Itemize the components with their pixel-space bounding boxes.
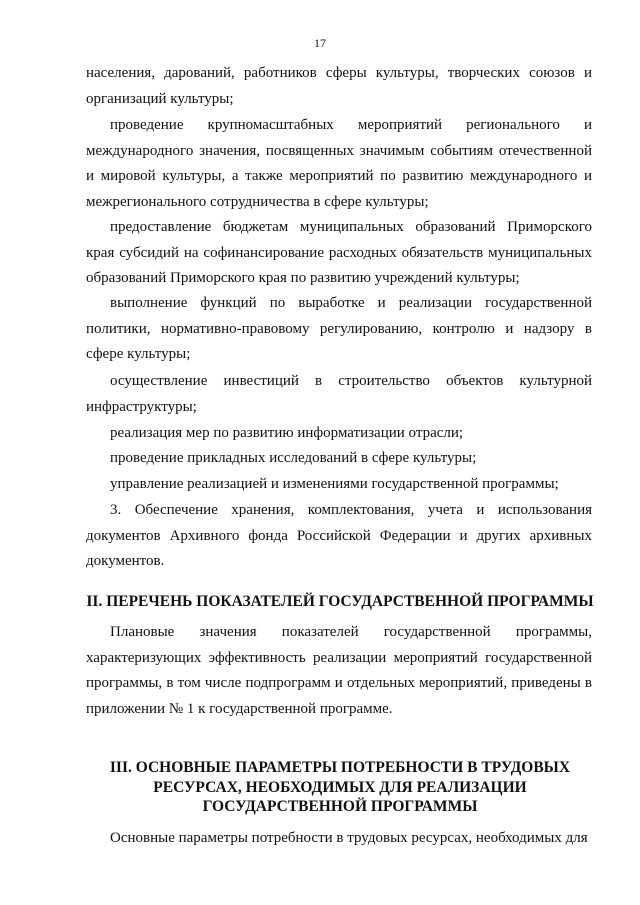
paragraph-informatization: реализация мер по развитию информатизации отрасли;: [110, 425, 464, 441]
section-2-heading: II. ПЕРЕЧЕНЬ ПОКАЗАТЕЛЕЙ ГОСУДАРСТВЕННОЙ ПРОГРАММЫ: [86, 593, 594, 610]
paragraph-applied-research: проведение прикладных исследований в сфере культуры;: [110, 450, 477, 466]
section-3-heading-line-1: III. ОСНОВНЫЕ ПАРАМЕТРЫ ПОТРЕБНОСТИ В ТРУДОВЫХ: [109, 759, 571, 776]
paragraph-state-policy: выполнение функций по выработке и реализации государственной политики, нормативно-правовому регулированию, контролю и надзору в сфере культуры;: [86, 295, 592, 362]
section-3-text: Основные параметры потребности в трудовых ресурсах, необходимых для: [110, 830, 588, 846]
paragraph-investments: осуществление инвестиций в строительство объектов культурной инфраструктуры;: [86, 373, 592, 415]
paragraph-large-scale-events: проведение крупномасштабных мероприятий регионального и международного значения, посвященных значимым событиям отечественной и мировой культуры, а также мероприятий по развитию международного и межрегионального сотрудничества в сфере культуры;: [86, 117, 592, 210]
section-3-heading: [70, 758, 610, 817]
paragraph-program-management: управление реализацией и изменениями государственной программы;: [110, 476, 559, 492]
section-3-heading-line-2: РЕСУРСАХ, НЕОБХОДИМЫХ ДЛЯ РЕАЛИЗАЦИИ: [153, 778, 527, 796]
paragraph-subsidies: предоставление бюджетам муниципальных образований Приморского края субсидий на софинансирование расходных обязательств муниципальных образований Приморского края по развитию учреждений культуры;: [86, 219, 592, 286]
section-3-heading-line-3: ГОСУДАРСТВЕННОЙ ПРОГРАММЫ: [202, 798, 478, 815]
paragraph-archive-fund: 3. Обеспечение хранения, комплектования, учета и использования документов Архивного фонда Российской Федерации и других архивных документов.: [86, 502, 592, 569]
page-number: 17: [314, 36, 326, 50]
section-2-text: Плановые значения показателей государственной программы, характеризующих эффективность реализации мероприятий государственной программы, в том числе подпрограмм и отдельных мероприятий, приведены в приложении № 1 к государственной программе.: [86, 624, 592, 717]
paragraph-population: населения, дарований, работников сферы культуры, творческих союзов и организаций культуры;: [86, 65, 592, 107]
